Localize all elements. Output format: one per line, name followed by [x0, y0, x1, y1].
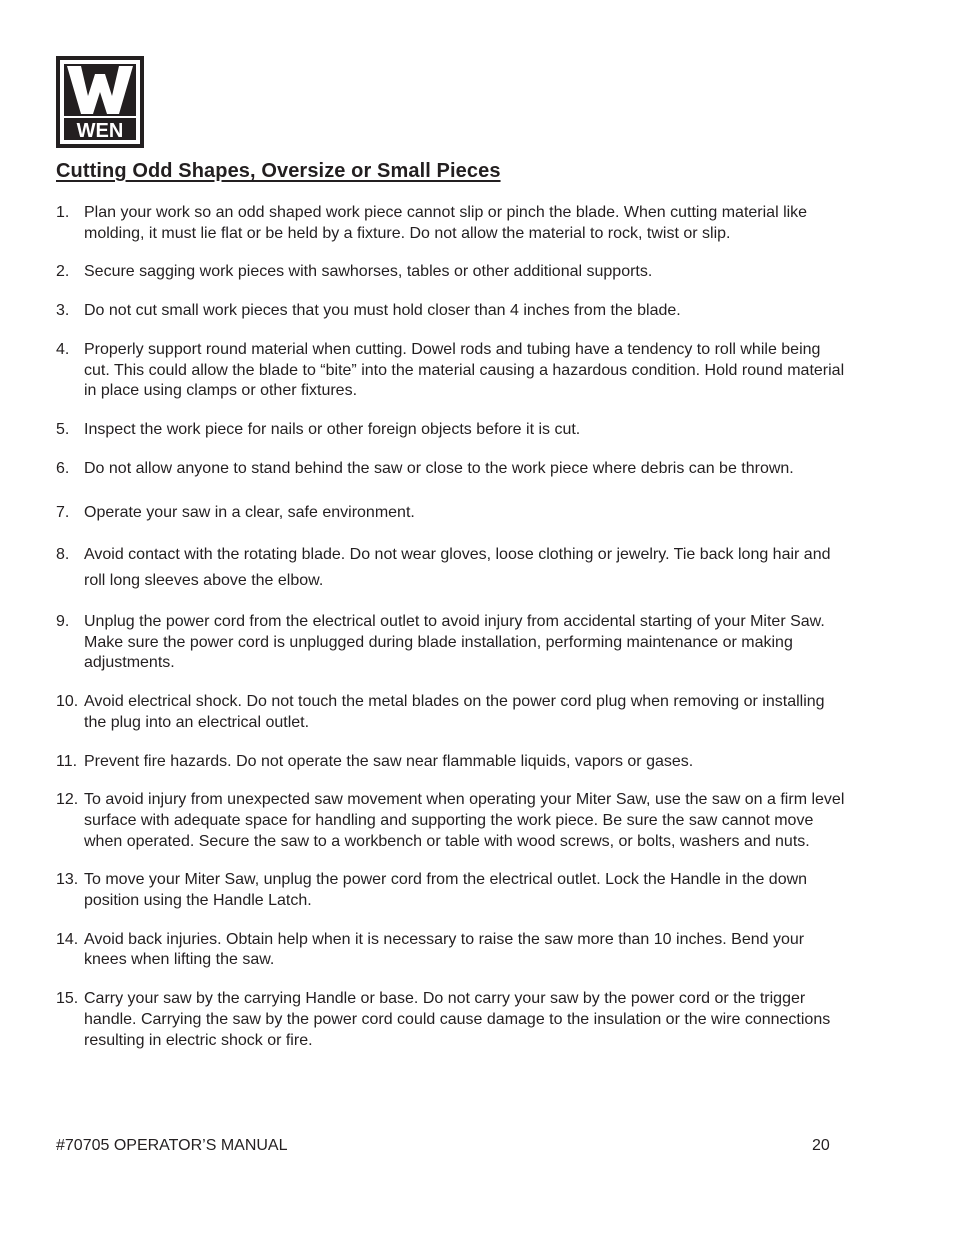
- item-number: 6.: [56, 459, 70, 477]
- item-text: To avoid injury from unexpected saw movement when operating your Miter Saw, use the saw on a firm level surface with adequate space for handling and supporting the work piece. Be sure the saw cannot move when operated. Secure the saw to a workbench or table with wood screws, or bolts, washers and nuts.: [84, 791, 845, 850]
- item-number: 15.: [56, 990, 79, 1008]
- list-item: [56, 790, 846, 852]
- item-number: 3.: [56, 302, 70, 320]
- section-title: Cutting Odd Shapes, Oversize or Small Pieces: [56, 160, 501, 182]
- list-item: [56, 420, 846, 441]
- list-item: [56, 930, 846, 971]
- list-item: [56, 203, 846, 244]
- logo-text: WEN: [76, 120, 124, 142]
- item-number: 14.: [56, 930, 79, 948]
- safety-list: [56, 203, 846, 1051]
- list-item: [56, 870, 846, 911]
- item-number: 7.: [56, 504, 70, 522]
- list-item: [56, 262, 846, 283]
- item-number: 8.: [56, 546, 70, 564]
- list-item: [56, 301, 846, 322]
- item-text: Operate your saw in a clear, safe environment.: [84, 504, 415, 522]
- item-text: Do not cut small work pieces that you must hold closer than 4 inches from the blade.: [84, 302, 681, 320]
- item-number: 1.: [56, 204, 70, 221]
- item-text: Avoid back injuries. Obtain help when it is necessary to raise the saw more than 10 inches. Bend your knees when lifting the saw.: [84, 930, 805, 969]
- item-text: Avoid electrical shock. Do not touch the metal blades on the power cord plug when removing or installing the plug into an electrical outlet.: [84, 693, 825, 731]
- item-number: 5.: [56, 420, 70, 438]
- list-item: [56, 692, 846, 733]
- item-text: Secure sagging work pieces with sawhorses, tables or other additional supports.: [84, 263, 653, 281]
- list-item: [56, 989, 846, 1051]
- list-item: [56, 459, 846, 480]
- item-text: Unplug the power cord from the electrical outlet to avoid injury from accidental starting of your Miter Saw. Make sure the power cord is unplugged during blade installation, performing maintenance or making adjustments.: [84, 613, 825, 672]
- wen-logo-icon: [56, 56, 144, 148]
- list-item: [56, 503, 846, 524]
- item-number: 2.: [56, 263, 70, 281]
- item-number: 9.: [56, 613, 70, 631]
- page-number: 20: [812, 1137, 830, 1154]
- item-text: Inspect the work piece for nails or other foreign objects before it is cut.: [84, 420, 581, 438]
- footer-manual-title: #70705 OPERATOR’S MANUAL: [56, 1137, 288, 1154]
- list-item: [56, 612, 846, 674]
- item-number: 10.: [56, 693, 79, 711]
- item-text: Plan your work so an odd shaped work piece cannot slip or pinch the blade. When cutting material like molding, it must lie flat or be held by a fixture. Do not allow the material to rock, twist or slip.: [84, 204, 808, 242]
- list-item: [56, 542, 846, 594]
- item-text: Avoid contact with the rotating blade. Do not wear gloves, loose clothing or jewelry. Tie back long hair and roll long sleeves above the elbow.: [84, 546, 831, 590]
- item-text: Properly support round material when cutting. Dowel rods and tubing have a tendency to roll while being cut. This could allow the blade to “bite” into the material causing a hazardous condition. Hold round material in place using clamps or other fixtures.: [84, 340, 845, 400]
- list-item: [56, 752, 846, 773]
- item-text: Do not allow anyone to stand behind the saw or close to the work piece where debris can be thrown.: [84, 459, 794, 477]
- item-text: Carry your saw by the carrying Handle or base. Do not carry your saw by the power cord or the trigger handle. Carrying the saw by the power cord could cause damage to the insulation or the wire connections resulting in electric shock or fire.: [84, 990, 831, 1049]
- item-text: Prevent fire hazards. Do not operate the saw near flammable liquids, vapors or gases.: [84, 752, 694, 770]
- item-number: 4.: [56, 340, 70, 358]
- item-text: To move your Miter Saw, unplug the power cord from the electrical outlet. Lock the Handle in the down position using the Handle Latch.: [84, 871, 808, 910]
- list-item: [56, 340, 846, 402]
- item-number: 13.: [56, 871, 79, 889]
- item-number: 11.: [56, 752, 78, 770]
- item-number: 12.: [56, 791, 79, 809]
